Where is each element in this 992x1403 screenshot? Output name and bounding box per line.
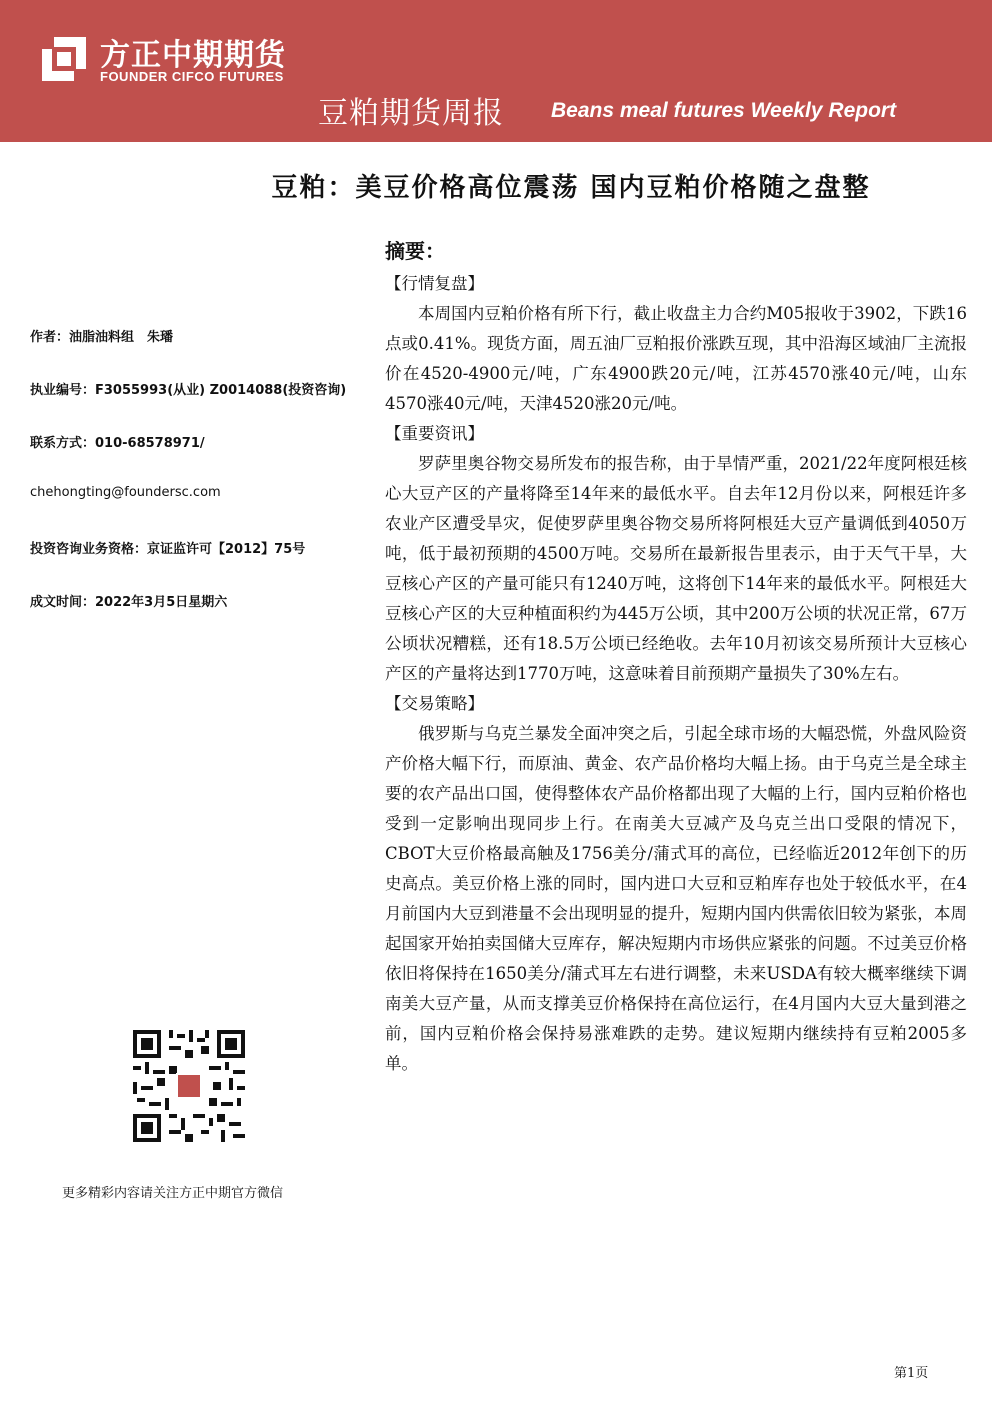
section-title-market-review: 【行情复盘】 — [385, 274, 484, 293]
section-title-strategy: 【交易策略】 — [385, 694, 484, 713]
author-line: 作者：油脂油料组 朱璠 — [30, 330, 174, 345]
company-name-cn: 方正中期期货 — [100, 38, 286, 73]
section-title-news: 【重要资讯】 — [385, 424, 484, 443]
license-line: 执业编号：F3055993(从业) Z0014088(投资咨询) — [30, 383, 347, 398]
date-line: 成文时间：2022年3月5日星期六 — [30, 595, 228, 610]
founder-logo-icon — [40, 35, 88, 83]
report-type-cn: 豆粕期货周报 — [318, 96, 504, 131]
wechat-qr-code-icon — [133, 1030, 245, 1142]
report-title: 豆粕：美豆价格高位震荡 国内豆粕价格随之盘整 — [271, 173, 871, 203]
qualification-line: 投资咨询业务资格：京证监许可【2012】75号 — [30, 542, 306, 557]
qr-caption: 更多精彩内容请关注方正中期官方微信 — [62, 1186, 284, 1201]
section-text-strategy: 俄罗斯与乌克兰暴发全面冲突之后，引起全球市场的大幅恐慌，外盘风险资产价格大幅下行，而原油、黄金、农产品价格均大幅上扬。由于乌克兰是全球主要的农产品出口国，使得整体农产品价格都出现了大幅的上行，国内豆粕价格也受到一定影响出现同步上行。在南美大豆减产及乌克兰出口受限的情况下，CBOT大豆价格最高触及1756美分/蒲式耳的高位，已经临近2012年创下的历史高点。美豆价格上涨的同时，国内进口大豆和豆粕库存也处于较低水平，在4月前国内大豆到港量不会出现明显的提升，短期内国内供需依旧较为紧张，本周起国家开始拍卖国储大豆库存，解决短期内市场供应紧张的问题。不过美豆价格依旧将保持在1650美分/蒲式耳左右进行调整，未来USDA有较大概率继续下调南美大豆产量，从而支撑美豆价格保持在高位运行，在4月国内大豆大量到港之前，国内豆粕价格会保持易涨难跌的走势。建议短期内继续持有豆粕2005多单。 — [385, 724, 967, 1073]
report-type-en: Beans meal futures Weekly Report — [551, 99, 897, 122]
summary-heading: 摘要： — [385, 239, 445, 263]
section-text-market-review: 本周国内豆粕价格有所下行，截止收盘主力合约M05报收于3902，下跌16点或0.41%。现货方面，周五油厂豆粕报价涨跌互现，其中沿海区域油厂主流报价在4520-4900元/吨，广东4900跌20元/吨，江苏4570涨40元/吨，山东4570涨40元/吨，天津4520涨20元/吨。 — [385, 304, 967, 413]
company-name-en: FOUNDER CIFCO FUTURES — [100, 69, 284, 84]
summary-content — [385, 236, 967, 1079]
header-banner — [0, 0, 992, 142]
contact-line: 联系方式：010-68578971/ — [30, 436, 205, 451]
section-text-news: 罗萨里奥谷物交易所发布的报告称，由于旱情严重，2021/22年度阿根廷核心大豆产区的产量将降至14年来的最低水平。自去年12月份以来，阿根廷许多农业产区遭受旱灾，促使罗萨里奥谷物交易所将阿根廷大豆产量调低到4050万吨，低于最初预期的4500万吨。交易所在最新报告里表示，由于天气干旱，大豆核心产区的产量可能只有1240万吨，这将创下14年来的最低水平。阿根廷大豆核心产区的大豆种植面积约为445万公顷，其中200万公顷的状况正常，67万公顷状况糟糕，还有18.5万公顷已经绝收。去年10月初该交易所预计大豆核心产区的产量将达到1770万吨，这意味着目前预期产量损失了30%左右。 — [385, 454, 967, 683]
email-line[interactable]: chehongting@foundersc.com — [30, 485, 221, 500]
page-number: 第1页 — [894, 1366, 929, 1381]
